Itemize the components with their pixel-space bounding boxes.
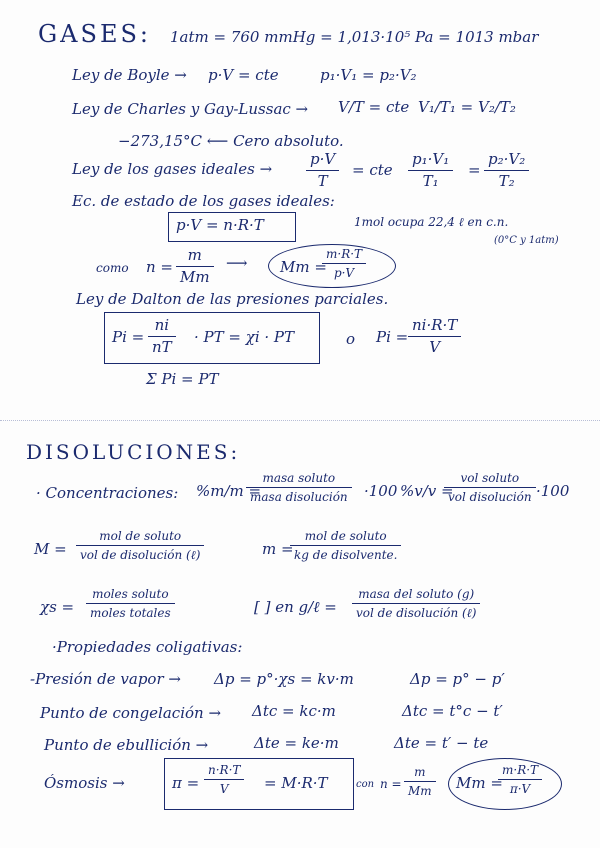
partial-pressure-alt-fraction: ni·R·T V <box>408 318 461 355</box>
grams-per-liter-fraction: masa del soluto (g) vol de disolución (ℓ) <box>352 588 480 619</box>
colligative-label: ·Propiedades coligativas: <box>52 638 243 656</box>
ideal-gas-constant: = cte <box>352 161 393 179</box>
mass-percent-fraction: masa soluto masa disolución <box>246 472 352 503</box>
mol-volume-note: 1mol ocupa 22,4 ℓ en c.n. <box>354 215 509 229</box>
disoluciones-title: DISOLUCIONES: <box>26 440 241 464</box>
charles-label: Ley de Charles y Gay-Lussac → <box>72 100 309 118</box>
mole-ratio-fraction: ni nT <box>148 318 176 355</box>
freezing-point-label: Punto de congelación → <box>40 704 222 722</box>
charles-law: V/T = cte <box>338 98 410 116</box>
gases-title: GASES: <box>38 20 151 48</box>
molality-label: m = <box>262 540 294 558</box>
volume-percent-label: %v/v = <box>400 482 454 500</box>
ideal-gas-right-fraction: p₂·V₂ T₂ <box>484 152 529 189</box>
dalton-label: Ley de Dalton de las presiones parciales. <box>76 290 389 308</box>
mole-fraction-label: χs = <box>40 598 75 616</box>
boiling-point-equation: Δte = ke·m <box>254 734 339 752</box>
vapor-pressure-equation: Δp = p°·χs = kv·m <box>214 670 354 688</box>
como-word: como <box>96 261 129 275</box>
osmosis-label: Ósmosis → <box>44 774 125 792</box>
units-equivalence: 1atm = 760 mmHg = 1,013·10⁵ Pa = 1013 mbar <box>170 28 539 46</box>
osmosis-molar-mass-label: Mm = <box>456 774 503 792</box>
freezing-point-equation-2: Δtc = t°c − t′ <box>402 702 503 720</box>
mass-percent-times: ·100 <box>364 482 398 500</box>
boyle-equation: p₁·V₁ = p₂·V₂ <box>320 66 417 84</box>
volume-percent-fraction: vol soluto vol disolución <box>444 472 536 503</box>
con-word: con <box>356 779 375 790</box>
ideal-gas-label: Ley de los gases ideales → <box>72 160 273 178</box>
vapor-pressure-label: -Presión de vapor → <box>30 670 181 688</box>
state-equation: p·V = n·R·T <box>176 216 264 234</box>
molality-fraction: mol de soluto kg de disolvente. <box>290 530 401 561</box>
concentrations-label: · Concentraciones: <box>36 484 179 502</box>
ideal-gas-left-fraction: p₁·V₁ T₁ <box>408 152 453 189</box>
mass-percent-label: %m/m = <box>196 482 262 500</box>
boyle-law: p·V = cte <box>208 66 279 84</box>
section-divider <box>0 420 600 421</box>
absolute-zero: −273,15°C ⟵ Cero absoluto. <box>118 132 344 150</box>
boiling-point-equation-2: Δte = t′ − te <box>394 734 489 752</box>
charles-equation: V₁/T₁ = V₂/T₂ <box>418 98 516 116</box>
osmotic-pressure-rest: = M·R·T <box>264 774 328 792</box>
grams-per-liter-label: [ ] en g/ℓ = <box>254 598 337 616</box>
sum-pressures: Σ Pi = PT <box>146 370 219 388</box>
molarity-fraction: mol de soluto vol de disolución (ℓ) <box>76 530 204 561</box>
osmotic-pressure-label: π = <box>172 774 200 792</box>
partial-pressure-rest: · PT = χi · PT <box>194 328 295 346</box>
or-word: o <box>346 330 356 348</box>
molar-mass-label: Mm = <box>280 258 327 276</box>
osmosis-molar-mass-fraction: m·R·T π·V <box>498 764 542 795</box>
freezing-point-equation: Δtc = kc·m <box>252 702 336 720</box>
ideal-gas-fraction: p·V T <box>306 152 339 189</box>
osmotic-pressure-fraction: n·R·T V <box>204 764 244 795</box>
partial-pressure-alt-label: Pi = <box>376 328 409 346</box>
osmosis-moles-fraction: m Mm <box>404 766 436 797</box>
ideal-gas-equals: = <box>468 161 481 179</box>
vapor-pressure-equation-2: Δp = p° − p′ <box>410 670 505 688</box>
normal-conditions-note: (0°C y 1atm) <box>494 235 559 246</box>
arrow-icon: ⟶ <box>226 254 248 272</box>
molarity-label: M = <box>34 540 67 558</box>
moles-equation-label: n = <box>146 258 173 276</box>
boyle-label: Ley de Boyle → <box>72 66 187 84</box>
molar-mass-fraction: m·R·T p·V <box>322 248 366 279</box>
osmosis-moles-label: n = <box>380 777 402 791</box>
boiling-point-label: Punto de ebullición → <box>44 736 209 754</box>
mole-fraction-fraction: moles soluto moles totales <box>86 588 175 619</box>
state-equation-label: Ec. de estado de los gases ideales: <box>72 192 335 210</box>
partial-pressure-label: Pi = <box>112 328 145 346</box>
moles-fraction: m Mm <box>176 248 214 285</box>
volume-percent-times: ·100 <box>536 482 570 500</box>
